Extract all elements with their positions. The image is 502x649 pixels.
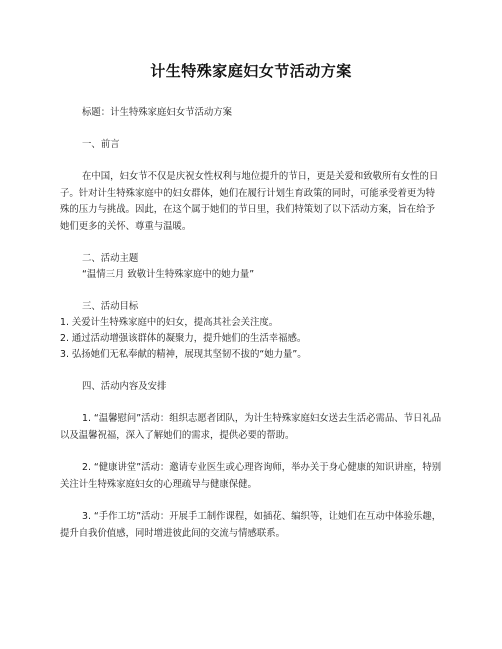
section-heading-preface: 一、前言	[82, 139, 120, 150]
goal-item: 2. 通过活动增强该群体的凝聚力，提升她们的生活幸福感。	[60, 333, 307, 344]
activity-item: 2. “健康讲堂”活动：邀请专业医生或心理咨询师，举办关于身心健康的知识讲座，特别关注计生特殊家庭妇女的心理疏导与健康保健。	[60, 462, 442, 490]
goal-item: 3. 弘扬她们无私奉献的精神，展现其坚韧不拔的“她力量”。	[60, 349, 307, 360]
section-heading-activities: 四、活动内容及安排	[82, 381, 167, 392]
document-title: 计生特殊家庭妇女节活动方案	[150, 62, 352, 80]
goal-item: 1. 关爱计生特殊家庭中的妇女，提高其社会关注度。	[60, 317, 279, 328]
preface-paragraph: 在中国，妇女节不仅是庆祝女性权利与地位提升的节日，更是关爱和致敬所有女性的日子。针对计生特殊家庭中的妇女群体，她们在履行计划生育政策的同时，可能承受着更为特殊的压力与挑战。因此，在这个属于她们的节日里，我们特策划了以下活动方案，旨在给予她们更多的关怀、尊重与温暖。	[60, 171, 439, 232]
section-heading-goals: 三、活动目标	[82, 301, 139, 312]
theme-text: “温情三月 致敬计生特殊家庭中的她力量”	[82, 269, 255, 280]
activity-item: 1. “温馨慰问”活动：组织志愿者团队，为计生特殊家庭妇女送去生活必需品、节日礼品以及温馨祝福，深入了解她们的需求，提供必要的帮助。	[60, 413, 442, 441]
section-heading-theme: 二、活动主题	[82, 253, 139, 264]
document-subtitle: 标题：计生特殊家庭妇女节活动方案	[82, 107, 233, 118]
activity-item: 3. “手作工坊”活动：开展手工制作课程，如插花、编织等，让她们在互动中体验乐趣，提升自我价值感，同时增进彼此间的交流与情感联系。	[60, 511, 442, 539]
